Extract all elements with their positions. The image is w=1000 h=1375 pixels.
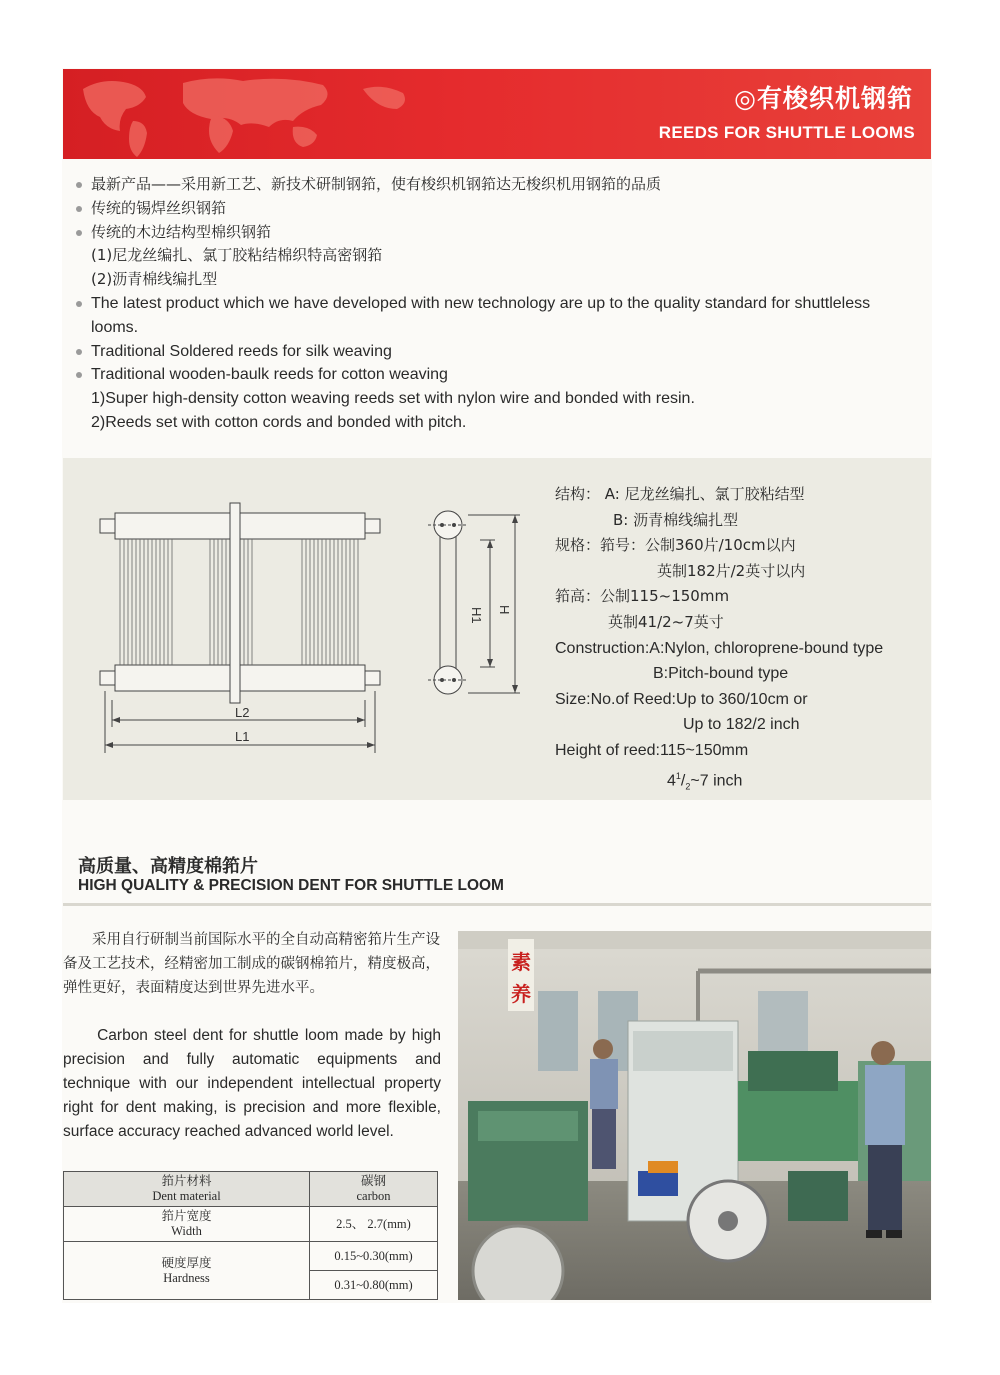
factory-scene-illustration xyxy=(458,931,931,1300)
spec-row: B:Pitch-bound type xyxy=(653,665,789,683)
spec-row: 规格：筘号：公制360片/10cm以内 xyxy=(555,536,796,555)
spec-row: 结构： A: 尼龙丝编扎、氯丁胶粘结型 xyxy=(555,485,805,503)
table-row xyxy=(64,1207,438,1242)
table-row xyxy=(64,1242,438,1271)
intro-line: 传统的锡焊丝织钢筘 xyxy=(76,197,936,221)
spec-row-height-inch: $4^1/_2\sim 7$ inch xyxy=(667,770,743,792)
bullet-dot-icon xyxy=(76,230,82,236)
dent-spec-table xyxy=(63,1171,438,1300)
table-cell: 硬度厚度 Hardness xyxy=(64,1242,310,1300)
page-title-cn: ◎有梭织机钢筘 xyxy=(734,84,913,113)
spec-row: 英制41/2~7英寸 xyxy=(608,612,724,631)
banner-char-1: 素 xyxy=(511,950,531,974)
label-l2: L2 xyxy=(235,705,250,720)
intro-line: (1)尼龙丝编扎、氯丁胶粘结棉织特高密钢筘 xyxy=(91,246,383,265)
intro-line: (2)沥青棉线编扎型 xyxy=(91,270,218,289)
spec-row: Construction:A:Nylon, chloroprene-bound type xyxy=(555,639,884,657)
label-l1: L1 xyxy=(235,729,250,744)
table-cell: 0.15~0.30(mm) xyxy=(310,1242,438,1271)
label-h1: H1 xyxy=(469,607,484,624)
intro-line: 2)Reeds set with cotton cords and bonded with pitch. xyxy=(91,413,467,431)
spec-row: Up to 182/2 inch xyxy=(683,716,800,734)
spec-row: 英制182片/2英寸以内 xyxy=(657,561,806,580)
world-map-graphic xyxy=(63,69,483,159)
table-cell: 0.31~0.80(mm) xyxy=(310,1271,438,1300)
spec-row: Size:No.of Reed:Up to 360/10cm or xyxy=(555,690,808,708)
factory-photo xyxy=(458,931,931,1300)
bullet-dot-icon xyxy=(76,349,82,355)
intro-line: Traditional wooden-baulk reeds for cotton weaving xyxy=(76,363,936,387)
bullet-dot-icon xyxy=(76,182,82,188)
bullet-dot-icon xyxy=(76,372,82,378)
intro-line: 传统的木边结构型棉织钢筘 xyxy=(76,221,936,245)
spec-text xyxy=(555,482,935,792)
intro-line: Traditional Soldered reeds for silk weaving xyxy=(76,340,936,364)
table-cell: 碳钢 carbon xyxy=(310,1172,438,1207)
intro-line: The latest product which we have developed with new technology are up to the quality standard for shuttleless xyxy=(76,292,936,316)
table-cell: 2.5、 2.7(mm) xyxy=(310,1207,438,1242)
intro-list xyxy=(76,173,936,435)
description-en: Carbon steel dent for shuttle loom made by high precision and fully automatic equipments and technique with our independent intellectual property right for dent making, is precision and more flexible, surface accuracy reached advanced world level. xyxy=(63,1027,441,1140)
intro-line: 最新产品——采用新工艺、新技术研制钢筘，使有梭织机钢筘达无梭织机用钢筘的品质 xyxy=(76,173,936,197)
banner-char-2: 养 xyxy=(511,982,531,1006)
section-divider xyxy=(63,903,931,906)
table-row xyxy=(64,1172,438,1207)
reed-technical-drawing xyxy=(90,495,540,780)
intro-line: 1)Super high-density cotton weaving reeds set with nylon wire and bonded with resin. xyxy=(91,390,695,408)
page-title-en: REEDS FOR SHUTTLE LOOMS xyxy=(658,123,915,142)
intro-line: looms. xyxy=(91,318,139,336)
spec-row: 筘高：公制115~150mm xyxy=(555,587,730,606)
table-cell: 筘片宽度 Width xyxy=(64,1207,310,1242)
label-h: H xyxy=(497,605,512,615)
bullet-dot-icon xyxy=(76,301,82,307)
description-cn: 采用自行研制当前国际水平的全自动高精密筘片生产设备及工艺技术，经精密加工制成的碳钢棉筘片，精度极高，弹性更好，表面精度达到世界先进水平。 xyxy=(63,932,440,996)
bullet-dot-icon xyxy=(76,206,82,212)
spec-row: Height of reed:115~150mm xyxy=(555,741,749,759)
spec-row: B: 沥青棉线编扎型 xyxy=(613,510,739,529)
header-banner xyxy=(63,69,931,159)
section-title-cn: 高质量、高精度棉筘片 xyxy=(78,856,258,877)
table-cell: 筘片材料 Dent material xyxy=(64,1172,310,1207)
section-title-en: HIGH QUALITY & PRECISION DENT FOR SHUTTLE LOOM xyxy=(78,877,504,894)
